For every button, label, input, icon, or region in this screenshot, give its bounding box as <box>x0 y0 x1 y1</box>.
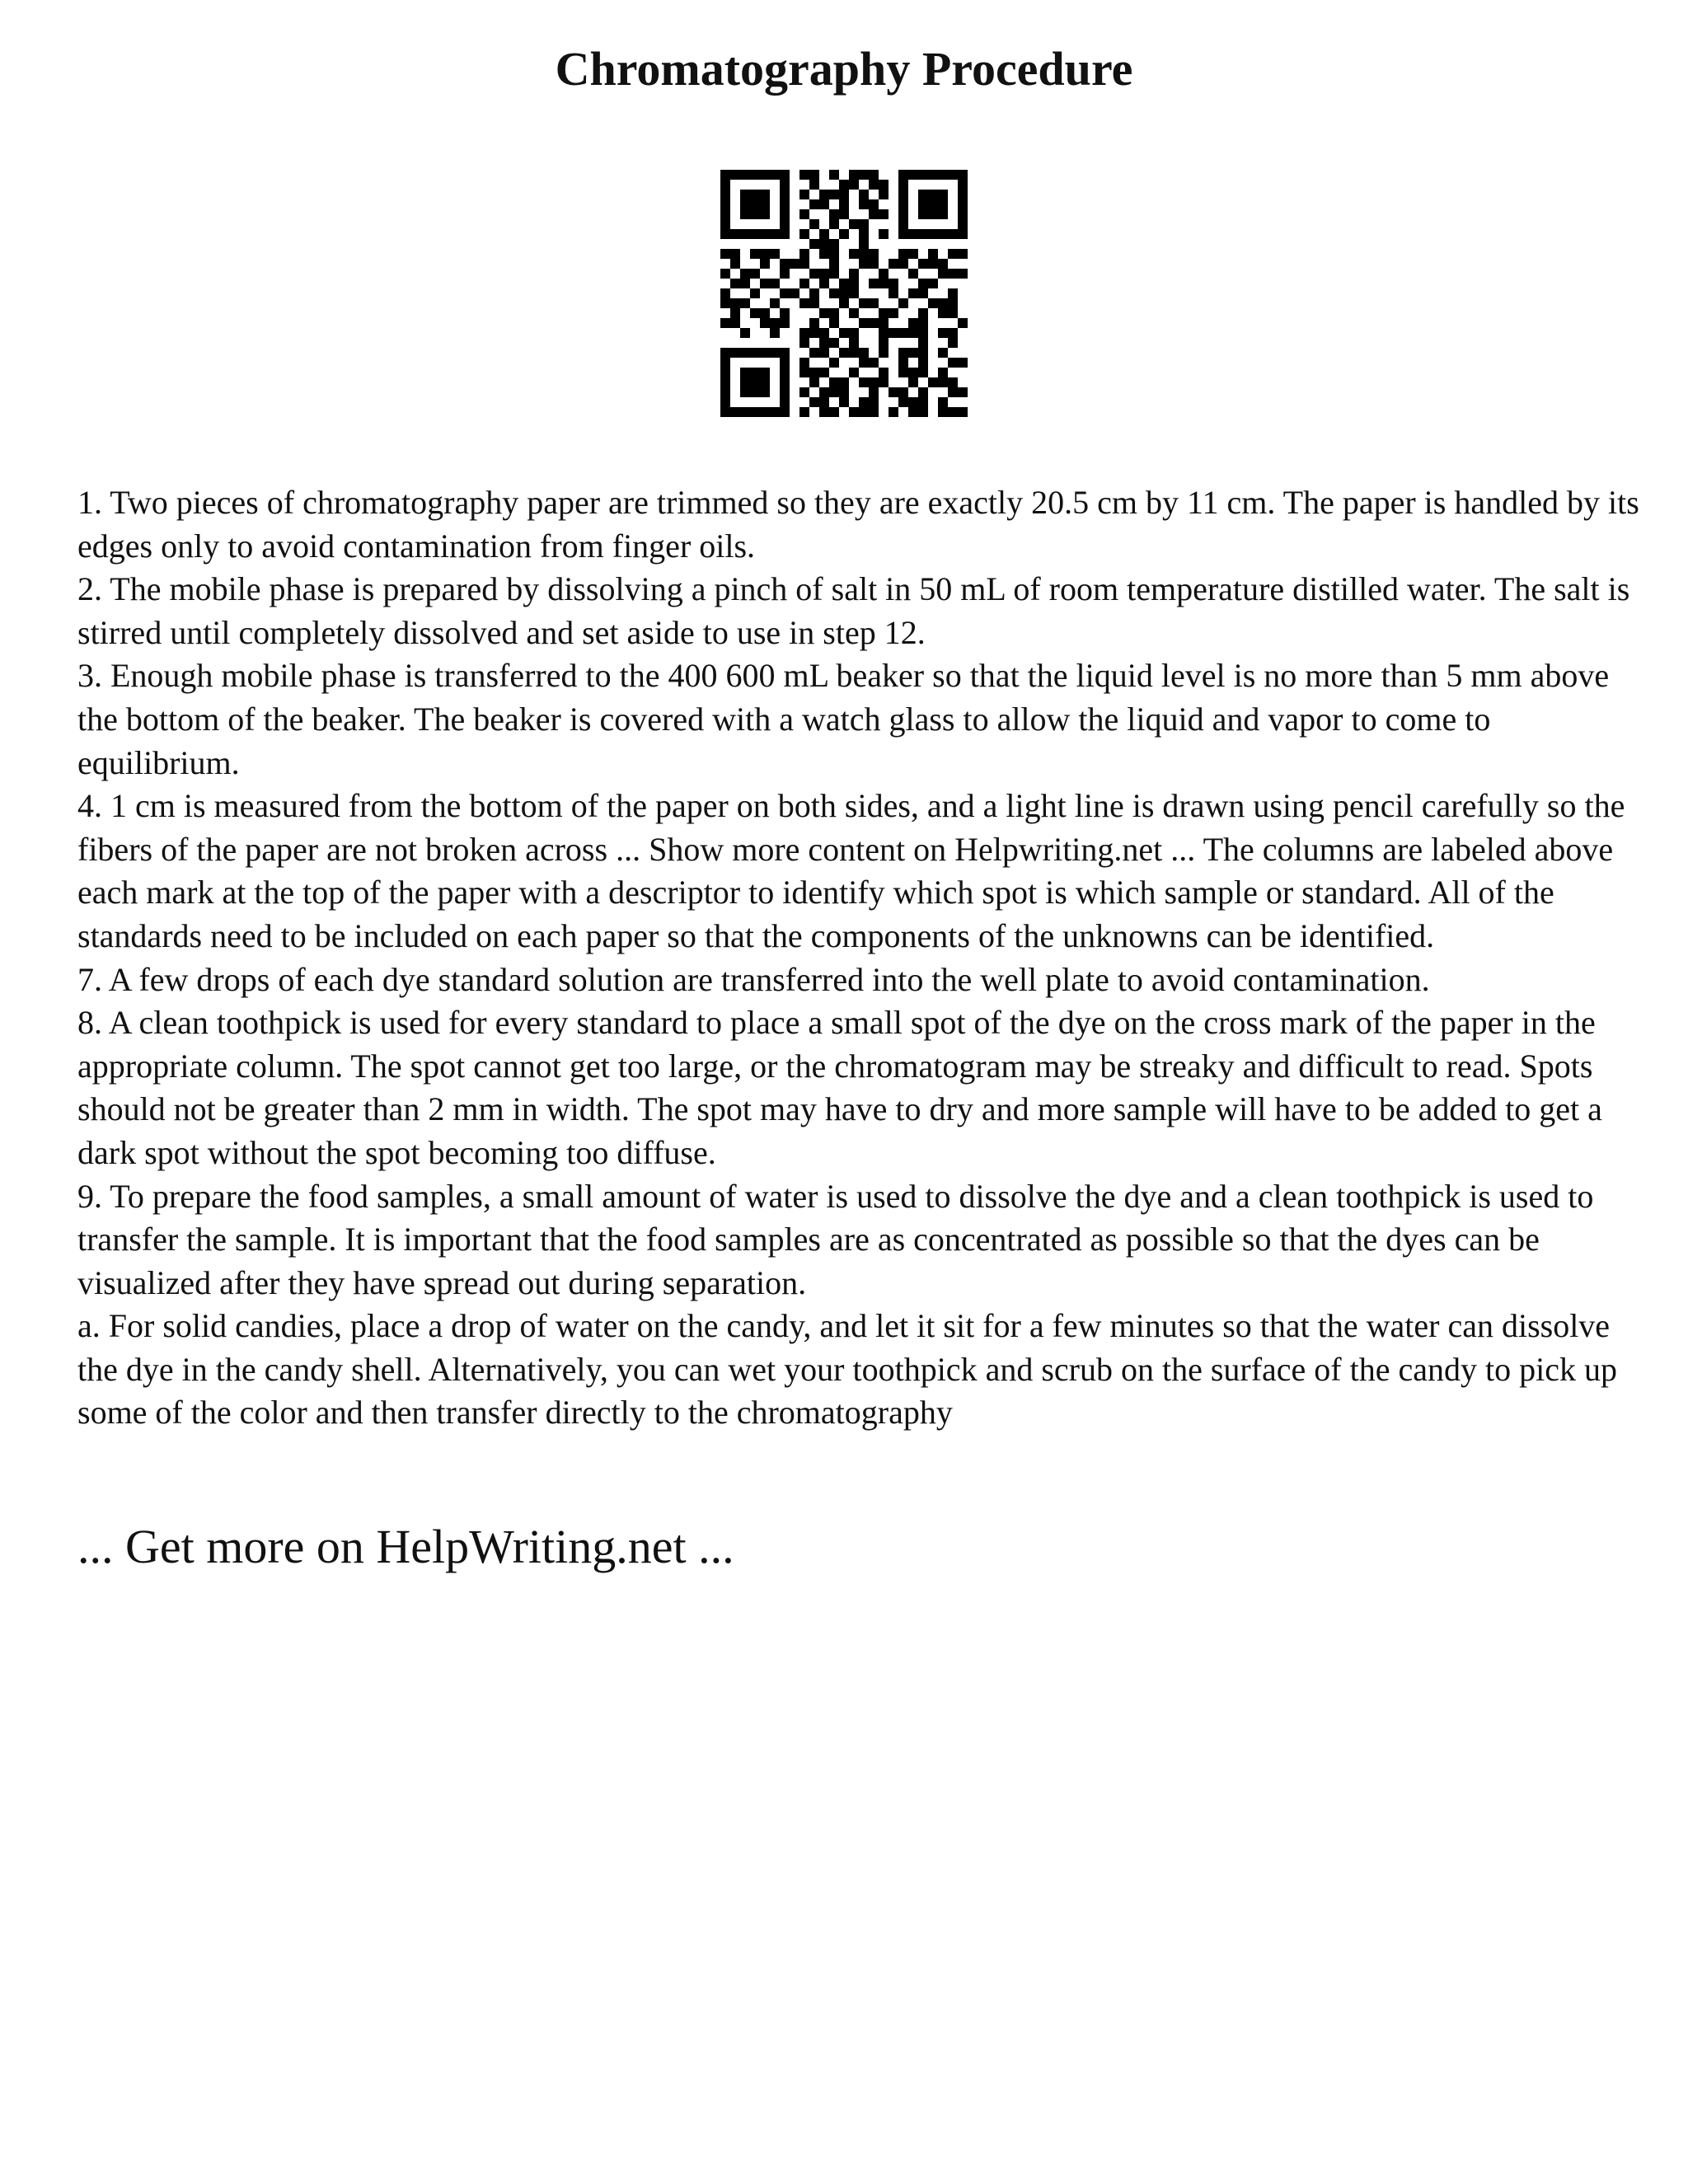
procedure-step-3: 3. Enough mobile phase is transferred to the 400 600 mL beaker so that the liquid level is no more than 5 mm above the bottom of the beaker. The beaker is covered with a watch glass to allow the liquid and vapor to come to equilibrium. <box>77 657 1610 781</box>
procedure-step-7: 7. A few drops of each dye standard solution are transferred into the well plate to avoid contamination. <box>77 960 1430 998</box>
procedure-step-4: 4. 1 cm is measured from the bottom of the paper on both sides, and a light line is drawn using pencil carefully so the fibers of the paper are not broken across ... Show more content on Helpwriting.net ... The columns are labeled above each mark at the top of the paper with a descriptor to identify which spot is which sample or standard. All of the standards need to be included on each paper so that the components of the unknowns can be identified. <box>77 787 1625 954</box>
procedure-step-9a: a. For solid candies, place a drop of water on the candy, and let it sit for a few minutes so that the water can dissolve the dye in the candy shell. Alternatively, you can wet your toothpick and scrub on the surface of the candy to pick up some of the color and then transfer directly to the chromatography <box>77 1307 1617 1432</box>
page-title: Chromatography Procedure <box>555 42 1133 96</box>
get-more-link[interactable]: ... Get more on HelpWriting.net ... <box>77 1520 734 1573</box>
procedure-step-1: 1. Two pieces of chromatography paper are trimmed so they are exactly 20.5 cm by 11 cm. The paper is handled by its edges only to avoid contamination from finger oils. <box>77 484 1639 565</box>
procedure-step-8: 8. A clean toothpick is used for every standard to place a small spot of the dye on the cross mark of the paper in the appropriate column. The spot cannot get too large, or the chromatogram may be streaky and difficult to read. Spots should not be greater than 2 mm in width. The spot may have to dry and more sample will have to be added to get a dark spot without the spot becoming too diffuse. <box>77 1004 1602 1171</box>
procedure-step-9: 9. To prepare the food samples, a small amount of water is used to dissolve the dye and a clean toothpick is used to transfer the sample. It is important that the food samples are as concentrated as possible so that the dyes can be visualized after they have spread out during separation. <box>77 1177 1594 1301</box>
qr-code-icon <box>720 170 968 417</box>
procedure-step-2: 2. The mobile phase is prepared by dissolving a pinch of salt in 50 mL of room temperature distilled water. The salt is stirred until completely dissolved and set aside to use in step 12. <box>77 570 1630 651</box>
procedure-text <box>77 481 1643 1435</box>
